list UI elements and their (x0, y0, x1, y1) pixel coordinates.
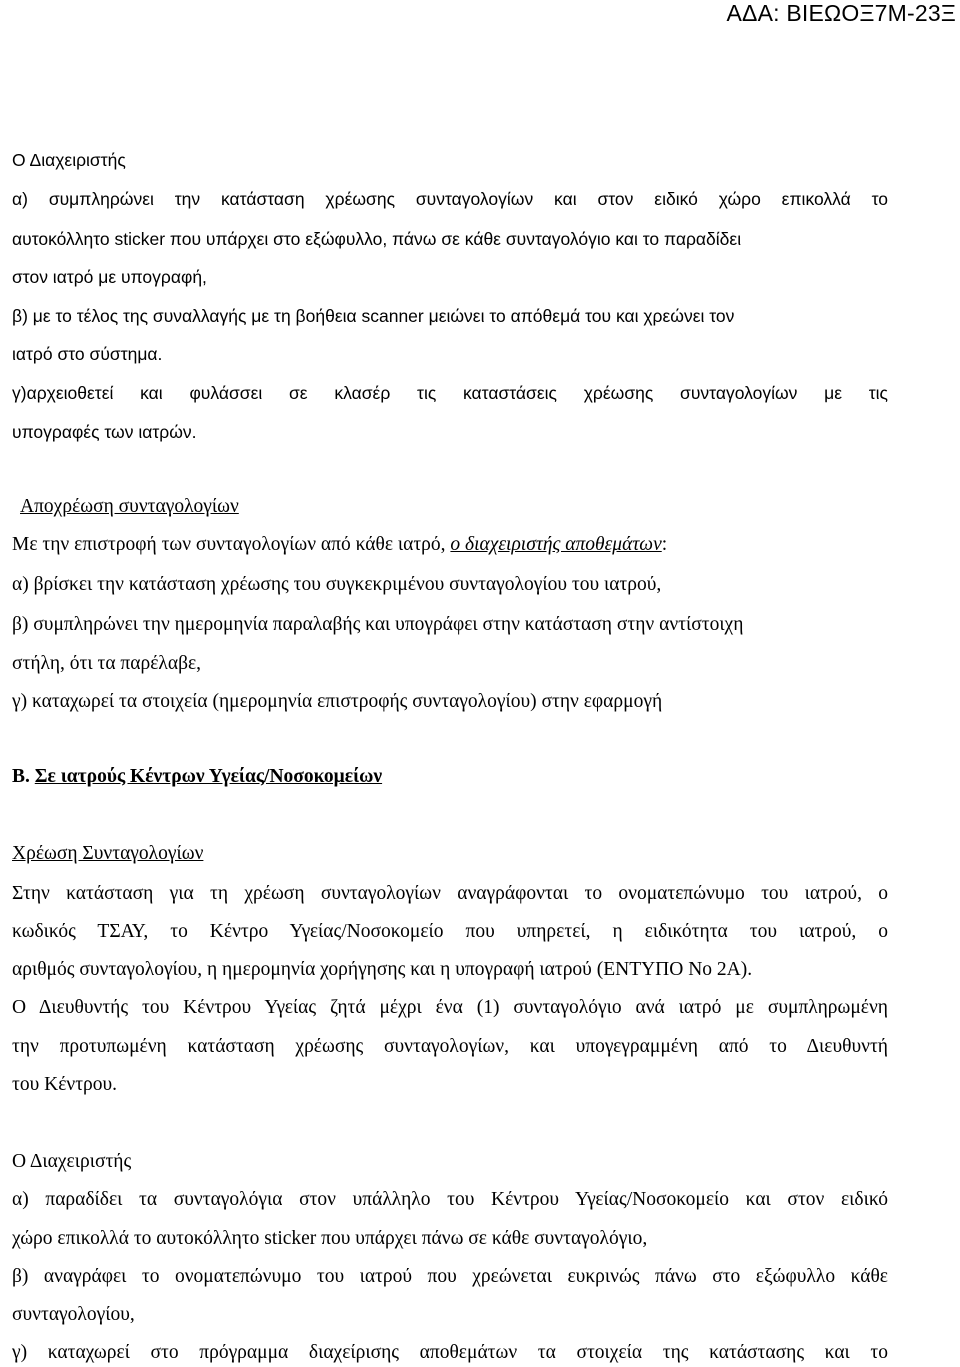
item-b-line2: ιατρό στο σύστημα. (12, 344, 163, 364)
charge-p2-line2: την προτυπωμένη κατάσταση χρέωσης συνταγολογίων, και υπογεγραμμένη από το Διευθυντή (12, 1036, 888, 1057)
item-c-line1: γ)αρχειοθετεί και φυλάσσει σε κλασέρ τις καταστάσεις χρέωσης συνταγολογίων με τις (12, 383, 888, 403)
item-a-line2: αυτοκόλλητο sticker που υπάρχει στο εξώφυλλο, πάνω σε κάθε συνταγολόγιο και το παραδίδει (12, 229, 742, 249)
return-intro (12, 533, 888, 557)
b-item-b-line1: β) αναγράφει το ονοματεπώνυμο του ιατρού που χρεώνεται ευκρινώς πάνω στο εξώφυλλο κάθε (12, 1266, 888, 1287)
charge-p2-line1: Ο Διευθυντής του Κέντρου Υγείας ζητά μέχρι ένα (1) συνταγολόγιο ανά ιατρό με συμπληρωμένη (12, 997, 888, 1018)
item-a-line3: στον ιατρό με υπογραφή, (12, 267, 207, 287)
charge-p1-line2: κωδικός ΤΣΑΥ, το Κέντρο Υγείας/Νοσοκομείο που υπηρετεί, η ειδικότητα του ιατρού, ο (12, 921, 888, 942)
section-b-heading (12, 765, 888, 789)
item-c-line2: υπογραφές των ιατρών. (12, 422, 197, 442)
return-item-c: γ) καταχωρεί τα στοιχεία (ημερομηνία επιστροφής συνταγολογίου) στην εφαρμογή (12, 691, 663, 712)
b-item-a-line1: α) παραδίδει τα συνταγολόγια στον υπάλληλο του Κέντρου Υγείας/Νοσοκομείο και στον ειδικό (12, 1189, 888, 1210)
stock-manager-emphasis: ο διαχειριστής αποθεμάτων (450, 534, 662, 555)
charge-p1-line1: Στην κατάσταση για τη χρέωση συνταγολογίων αναγράφονται το ονοματεπώνυμο του ιατρού, ο (12, 883, 888, 904)
section-b-letter: Β. (12, 766, 30, 787)
b-item-c-line1: γ) καταχωρεί στο πρόγραμμα διαχείρισης αποθεμάτων τα στοιχεία της κατάστασης και το (12, 1342, 888, 1363)
charge-title: Χρέωση Συνταγολογίων (12, 843, 204, 864)
manager-title-b: Ο Διαχειριστής (12, 1151, 132, 1172)
return-intro-suffix: : (661, 534, 668, 555)
manager-title: Ο Διαχειριστής (12, 150, 126, 170)
ada-header: ΑΔΑ: ΒΙΕΩΟΞ7Μ-23Ξ (726, 0, 956, 26)
item-a-line1: α) συμπληρώνει την κατάσταση χρέωσης συνταγολογίων και στον ειδικό χώρο επικολλά το (12, 189, 888, 209)
return-item-a: α) βρίσκει την κατάσταση χρέωσης του συγκεκριμένου συνταγολογίου του ιατρού, (12, 574, 662, 595)
item-b-line1: β) με το τέλος της συναλλαγής με τη βοήθεια scanner μειώνει το απόθεμά του και χρεώνει τον (12, 306, 735, 326)
return-item-b-line1: β) συμπληρώνει την ημερομηνία παραλαβής και υπογράφει στην κατάσταση στην αντίστοιχη (12, 614, 744, 635)
b-item-a-line2: χώρο επικολλά το αυτοκόλλητο sticker που υπάρχει πάνω σε κάθε συνταγολόγιο, (12, 1228, 648, 1249)
b-item-b-line2: συνταγολογίου, (12, 1304, 135, 1325)
section-b-title: Σε ιατρούς Κέντρων Υγείας/Νοσοκομείων (34, 766, 383, 787)
return-item-b-line2: στήλη, ότι τα παρέλαβε, (12, 653, 202, 674)
return-title: Αποχρέωση συνταγολογίων (20, 496, 239, 517)
charge-p2-line3: του Κέντρου. (12, 1074, 118, 1095)
charge-p1-line3: αριθμός συνταγολογίου, η ημερομηνία χορήγησης και η υπογραφή ιατρού (ΕΝΤΥΠΟ Νο 2Α). (12, 959, 753, 980)
return-intro-prefix: Με την επιστροφή των συνταγολογίων από κάθε ιατρό, (12, 534, 451, 555)
